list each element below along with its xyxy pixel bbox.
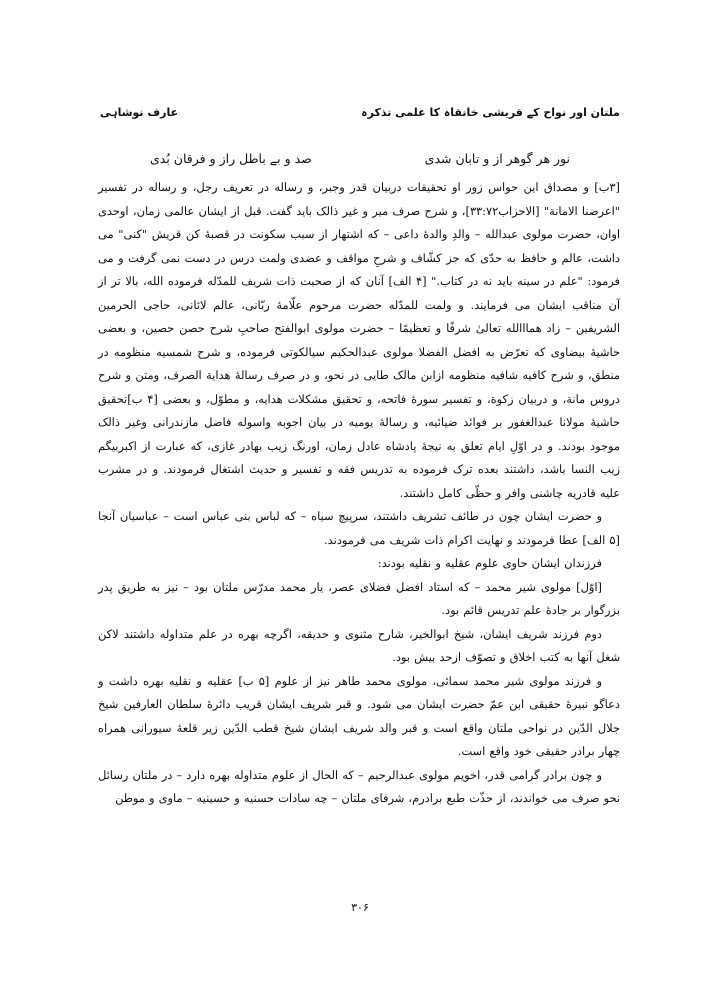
verse-couplet <box>150 148 570 170</box>
verse-hemistich-second: صد و بے باطل راز و فرقان بُدی <box>150 151 312 166</box>
running-head <box>100 103 620 123</box>
paragraph: و حضرت ایشان چون در طائف تشریف داشتند، سرپیچ سیاه – که لباس بنی عباس است – عباسیان آنجا [۵ الف] عطا فرمودند و نهایت اکرام ذات شریف می فرمودند. <box>98 509 620 547</box>
body-text <box>98 176 620 892</box>
running-head-book-title: ملتان اور نواح کے قریشی خانقاہ کا علمی تذکرہ <box>361 106 620 119</box>
page-number: ۳۰۶ <box>351 901 369 914</box>
paragraph: [اوّل] مولوی شیر محمد – که استاد افضل فضلای عصر، یار محمد مدرّس ملتان بود – نیز به طریق پدر بزرگوار بر جادهٔ علم تدریس قائم بود. <box>98 579 620 617</box>
running-head-author: عارف نوشاہی <box>100 106 179 119</box>
paragraph: دوم فرزند شریف ایشان، شیخ ابوالخیر، شارح مثنوی و حدیقه، اگرچه بهره در علم متداوله داشتند لاکن شغل آنها به کتب اخلاق و تصوّف ازحد بیش بود. <box>98 626 620 664</box>
paragraph: فرزندان ایشان حاوی علوم عقلیه و نقلیه بودند: <box>377 556 602 570</box>
paragraph: و چون برادر گرامی قدر، اخویم مولوی عبدالرحیم – که الحال از علوم متداوله بهره دارد – در ملتان رسائل نحو صرف می خواندند، از حذّت طبع برادرم، شرفای ملتان – چه سادات حسنیه و حسینیه – ماوی و موطن <box>98 767 620 805</box>
paragraph: و فرزند مولوی شیر محمد سمائی، مولوی محمد طاهر نیز از علوم [۵ ب] عقلیه و نقلیه بهره داشت و دعاگو نبیرهٔ حقیقی ابن عمّ حضرت ایشان می شود. و قبر شریف ایشان قریب دائرهٔ سلطان العارفین شیخ جلال الدّین در نواحی ملتان واقع است و قبر والد شریف ایشان شیخ قطب الدّین زیر قلعهٔ سیورانی همراه چهار برادر حقیقی خود واقع است. <box>98 673 620 758</box>
verse-hemistich-first: نور هر گوهر از و تابان شدی <box>424 151 570 166</box>
paragraph: [۳ب] و مصداق این حواس زور او تحقیقات دربیان قدر وجبر، و رساله در تعریف رجل، و رساله در تفسیر "اعرضنا الامانة" [الاحزاب۳۳:۷۲]، و شرح صرف میر و غیر ذالک باید گفت. قبل از ایشان عالمی زمان، اوحدی اوان، حضرت مولوی عبدالله – والدِ والدهٔ داعی – که اشتهار از سبب سکونت در قصبهٔ کن قریش "کنی" می داشت، عالم و حافظ به حدّی که جز کشّاف و شرحِ مواقف و عضدی ولمت درس در دست نمی گرفت و می فرمود: "علم در سینه باید نه در کتاب." [۴ الف] آنان که از صحبت ذات شریف للمدّله فرموده الله، بالا تر از آن مناقب ایشان می فرمایند. و ولمت للمدّله حضرت مرحوم علّامهٔ ربّانی، عالم لاثانی، حاجی الحرمین الشریفین – زاد همااالله تعالیٰ شرفًا و تعظیمًا – حضرت مولوی ابوالفتح صاحبِ شرح حصن حصین، و بعضی حاشیهٔ بیضاوی که تعرّض به افضل الفضلا مولوی عبدالحکیم سیالکوتی فرموده، و شرح شمسیه منظومه در منطق، و شرح کافیه شافیه منظومه ازابن مالک طایی در نحو، و در صرف رسالهٔ هدایة الصرف، ومتن و شرح دروس مانة، و دربیان زکوة، و تفسیر سورهٔ فاتحه، و تحقیق مشکلات هدایه، و مطوّل، و بعضی [۴ ب]تحقیق حاشیهٔ مولانا عبدالغفور بر فوائد ضیائیه، و رسالهٔ یومیه در بیان اجوبه واسوله فاضل مازندرانی وغیر ذالک موجود بودند. و در اوّلِ ایام تعلق به نیجهٔ پادشاه عادل زمان، اورنگ زیب بهادر غازی، که عبارت از اکبربیگم زیب النسا باشد، داشتند بعده ترک فرموده به تدریس فقه و تفسیر و حدیث اشتغال فرمودند. و در مشرب علیه قادریه چاشنی وافر و حظّی کامل داشتند. <box>98 180 621 500</box>
